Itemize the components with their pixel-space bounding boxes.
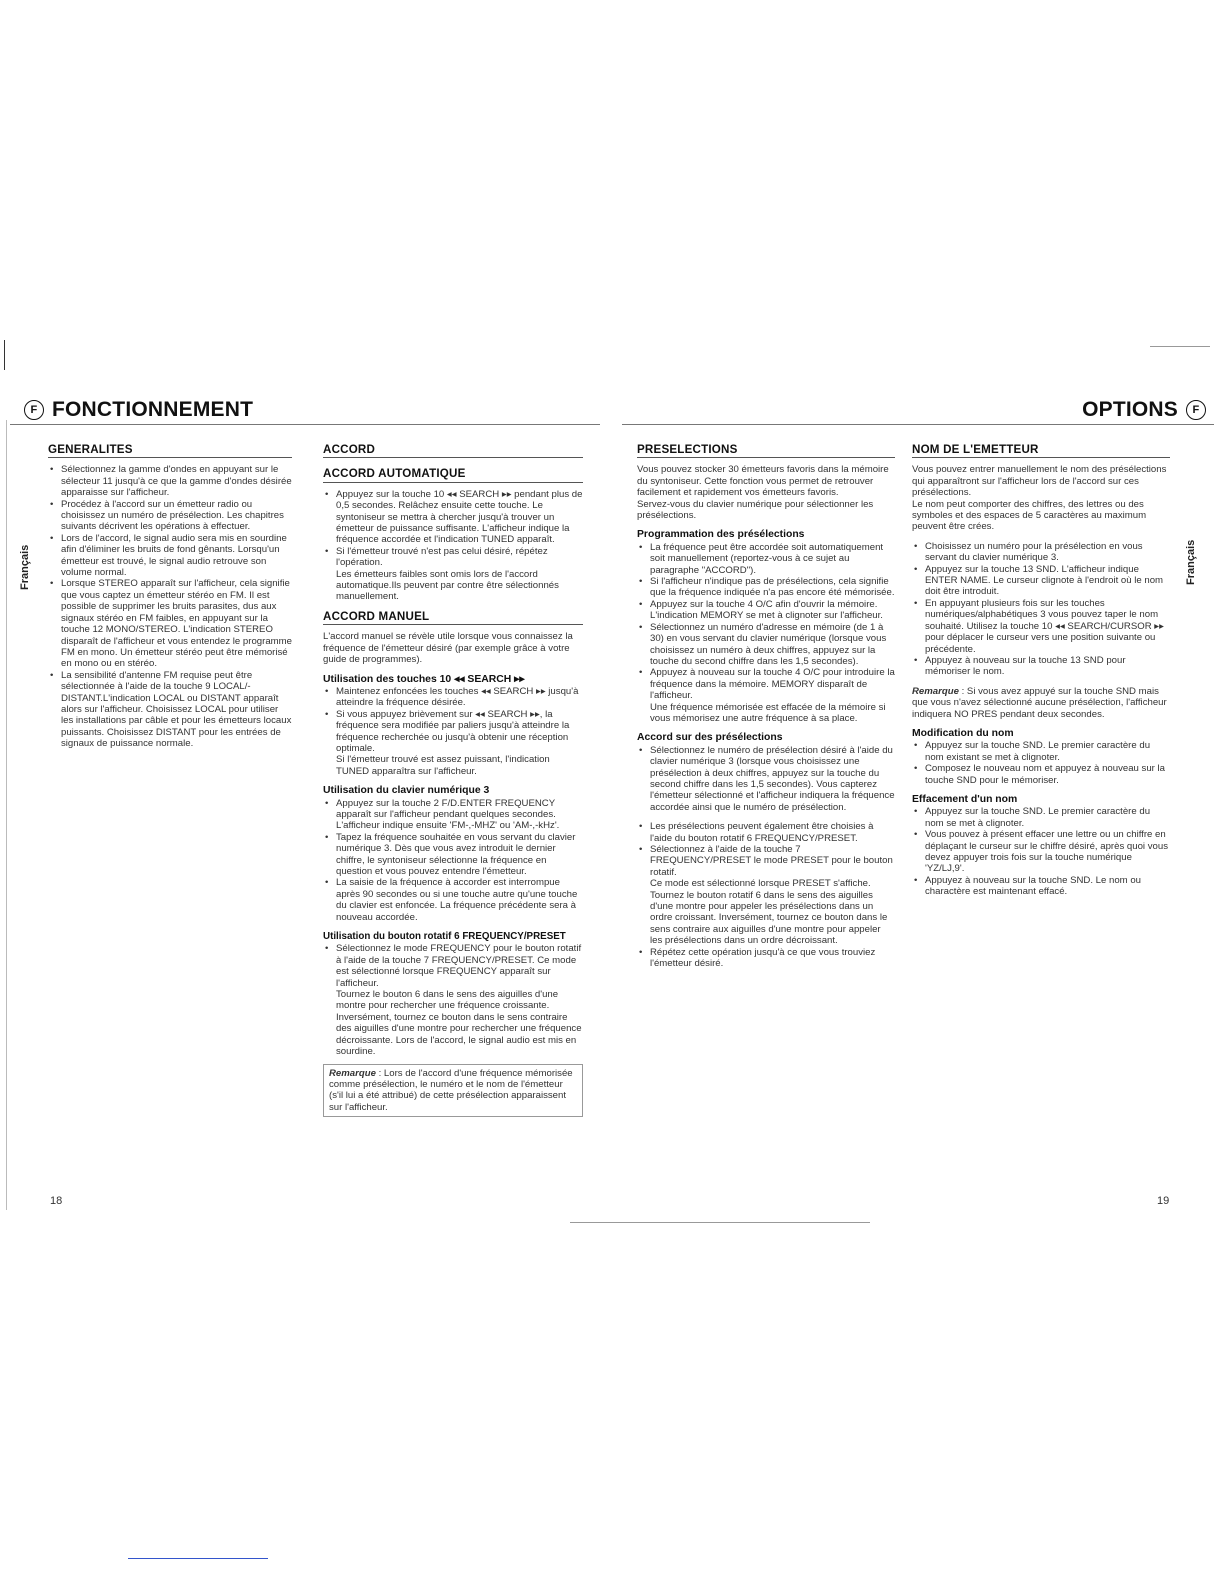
nom-list	[912, 541, 1170, 678]
heading-search: Utilisation des touches 10 ◂◂ SEARCH ▸▸	[323, 673, 525, 685]
column-nom-emetteur	[912, 444, 1170, 898]
programmation-text: Une fréquence mémorisée est effacée de la mémoire si vous mémorisez une autre fréquence à sa place.	[650, 701, 886, 724]
list-item: • Appuyez sur la touche 13 SND. L'afficheur indique ENTER NAME. Le curseur clignote à l'endroit où le nom doit être introduit.	[912, 564, 1170, 598]
list-item: • Maintenez enfoncées les touches ◂◂ SEARCH ▸▸ jusqu'à atteindre la fréquence désirée.	[323, 686, 583, 709]
list-item: • Appuyez à nouveau sur la touche 4 O/C pour introduire la fréquence dans la mémoire. MEMORY disparaît de l'afficheur.	[637, 667, 895, 701]
rotary-text: Tournez le bouton 6 dans le sens des aiguilles d'une montre pour rechercher une fréquence croissante. Inversément, tournez ce bouton dans le sens contraire des aiguilles d'une montre pour rechercher une fréquence décroissante. Lors de l'accord, le signal audio est mis en sourdine.	[336, 989, 582, 1058]
heading-generalites: GENERALITES	[48, 444, 292, 458]
scan-mark-left-edge	[6, 420, 7, 1210]
list-item: • Choisissez un numéro pour la présélection en vous servant du clavier numérique 3.	[912, 541, 1170, 564]
list-item: • Appuyez à nouveau sur la touche SND. Le nom ou charactère est maintenant effacé.	[912, 875, 1170, 898]
list-item: • La fréquence peut être accordée soit automatiquement soit manuellement (reportez-vous à ce sujet au paragraphe "ACCORD").	[637, 542, 895, 576]
language-badge-icon: F	[1186, 400, 1206, 420]
programmation-list	[637, 542, 895, 702]
list-item: • Appuyez sur la touche 4 O/C afin d'ouvrir la mémoire. L'indication MEMORY se met à clignoter sur l'afficheur.	[637, 599, 895, 622]
list-item: • Sélectionnez le mode FREQUENCY pour le bouton rotatif à l'aide de la touche 7 FREQUENCY/PRESET. Ce mode est sélectionné lorsque FREQUENCY apparaît sur l'afficheur.	[323, 943, 583, 989]
generalites-list	[48, 464, 292, 749]
list-item: • Procédez à l'accord sur un émetteur radio ou choisissez un numéro de présélection. Les chapitres suivants décrivent les opérations à effectuer.	[48, 499, 292, 533]
keypad-list	[323, 798, 583, 923]
heading-accord-manuel: ACCORD MANUEL	[323, 611, 583, 625]
header-left	[24, 398, 253, 422]
heading-modification: Modification du nom	[912, 727, 1014, 739]
accord-manual-text: L'accord manuel se révèle utile lorsque vous connaissez la fréquence de l'émetteur désiré (par exemple grâce à votre guide de programmes).	[323, 631, 573, 666]
note-label: Remarque	[329, 1067, 376, 1079]
tune-list-2	[637, 821, 895, 878]
side-tab-right: Français	[1185, 539, 1197, 585]
column-generalites	[48, 444, 292, 750]
scan-mark-bottom	[570, 1222, 870, 1223]
tune-list-1	[637, 745, 895, 813]
heading-accord-automatique: ACCORD AUTOMATIQUE	[323, 468, 583, 482]
list-item: • Si vous appuyez brièvement sur ◂◂ SEARCH ▸▸, la fréquence sera modifiée par paliers jusqu'à atteindre la fréquence recherchée ou jusqu'à obtenir une réception optimale.	[323, 709, 583, 755]
list-item: • Appuyez sur la touche 2 F/D.ENTER FREQUENCY apparaît sur l'afficheur pendant quelques secondes. L'afficheur indique ensuite 'FM-,-MHZ' ou 'AM-,-kHz'.	[323, 798, 583, 832]
rotary-list	[323, 943, 583, 989]
page-number-left: 18	[50, 1195, 63, 1207]
accord-auto-list	[323, 489, 583, 569]
scan-mark-bottom-blue	[128, 1558, 268, 1559]
column-accord	[323, 444, 583, 1117]
list-item: • Si l'afficheur n'indique pas de présélections, cela signifie que la fréquence indiquée n'a pas encore été mémorisée.	[637, 576, 895, 599]
list-item: • Les présélections peuvent également être choisies à l'aide du bouton rotatif 6 FREQUENCY/PRESET.	[637, 821, 895, 844]
page-number-right: 19	[1157, 1195, 1170, 1207]
preselections-intro-1: Vous pouvez stocker 30 émetteurs favoris dans la mémoire du syntoniseur. Cette fonction vous permet de retrouver facilement et rapidement vos émetteurs favoris.	[637, 464, 889, 499]
search-list	[323, 686, 583, 754]
note-label: Remarque	[912, 685, 959, 697]
tune-list-3	[637, 947, 895, 970]
section-title-fonctionnement: FONCTIONNEMENT	[52, 398, 254, 421]
heading-programmation: Programmation des présélections	[637, 529, 805, 541]
tune-text: Ce mode est sélectionné lorsque PRESET s'affiche. Tournez le bouton rotatif 6 dans le sens des aiguilles d'une montre pour appeler les présélections dans un ordre croissant. Inversément, tournez ce bouton dans le sens contraire aux aiguilles d'une montre pour appeler les présélections dans un ordre décroissant.	[650, 878, 888, 947]
list-item: • En appuyant plusieurs fois sur les touches numériques/alphabétiques 3 vous pouvez taper le nom souhaité. Utilisez la touche 10 ◂◂ SEARCH/CURSOR ▸▸ pour déplacer le curseur vers une position suivante ou précédente.	[912, 598, 1170, 655]
header-right	[1082, 398, 1206, 422]
list-item: • Lors de l'accord, le signal audio sera mis en sourdine afin d'éliminer les bruits de fond gênants. Lorsqu'un émetteur est trouvé, le signal audio retrouve son volume normal.	[48, 533, 292, 579]
list-item: • Appuyez sur la touche SND. Le premier caractère du nom existant se met à clignoter.	[912, 740, 1170, 763]
side-tab-left: Français	[19, 544, 31, 590]
preselections-intro-2: Servez-vous du clavier numérique pour sélectionner les présélections.	[637, 498, 874, 522]
nom-intro-1: Vous pouvez entrer manuellement le nom des présélections qui apparaîtront sur l'afficheur lors de l'accord sur ces présélections.	[912, 464, 1167, 499]
heading-accord-presets: Accord sur des présélections	[637, 732, 783, 744]
search-text: Si l'émetteur trouvé est assez puissant, l'indication TUNED apparaîtra sur l'afficheur.	[336, 754, 550, 777]
scan-mark-left	[4, 340, 5, 370]
list-item: • Sélectionnez un numéro d'adresse en mémoire (de 1 à 30) en vous servant du clavier numérique (lorsque vous choisissez un numéro à deux chiffres, appuyez sur la touche du second chiffre dans les 1,5 secondes).	[637, 622, 895, 668]
list-item: • Appuyez sur la touche SND. Le premier caractère du nom se met à clignoter.	[912, 806, 1170, 829]
list-item: • Sélectionnez la gamme d'ondes en appuyant sur le sélecteur 11 jusqu'à ce que la gamme d'ondes désirée apparaisse sur l'afficheur.	[48, 464, 292, 498]
list-item: • Répétez cette opération jusqu'à ce que vous trouviez l'émetteur désiré.	[637, 947, 895, 970]
heading-rotary: Utilisation du bouton rotatif 6 FREQUENCY/PRESET	[323, 931, 566, 943]
list-item: • Sélectionnez le numéro de présélection désiré à l'aide du clavier numérique 3 (lorsque vous choisissez une présélection à deux chiffres, appuyez sur la touche du second chiffre dans les 1,5 secondes). Vous capterez l'émetteur sélectionné et l'afficheur indiquera la fréquence accordée ainsi que le numéro de présélection.	[637, 745, 895, 813]
spacer	[912, 678, 1170, 686]
column-preselections	[637, 444, 895, 969]
note-text: : Lors de l'accord d'une fréquence mémorisée comme présélection, le numéro et le nom de l'émetteur (s'il lui a été attribué) de cette présélection apparaissent sur l'afficheur.	[329, 1067, 573, 1113]
list-item: • La saisie de la fréquence à accorder est interrompue après 90 secondes ou si une touche autre qu'une touche du clavier est enfoncée. La fréquence précédente sera à nouveau accordée.	[323, 877, 583, 923]
heading-effacement: Effacement d'un nom	[912, 793, 1018, 805]
nom-note	[912, 686, 1170, 720]
spacer	[637, 813, 895, 821]
note-text: : Si vous avez appuyé sur la touche SND mais que vous n'avez sélectionné aucune présélection, l'afficheur indiquera NO PRES pendant deux secondes.	[912, 685, 1167, 720]
list-item: • Tapez la fréquence souhaitée en vous servant du clavier numérique 3. Dès que vous avez introduit le dernier chiffre, le syntoniseur sélectionne la fréquence en question et vous pouvez entendre l'émetteur.	[323, 832, 583, 878]
list-item: • Vous pouvez à présent effacer une lettre ou un chiffre en déplaçant le curseur sur le chiffre désiré, après quoi vous devez appuyer trois fois sur la touche numérique 'YZ/LJ,9'.	[912, 829, 1170, 875]
heading-preselections: PRESELECTIONS	[637, 444, 895, 458]
header-rule-left	[10, 424, 600, 425]
section-title-options: OPTIONS	[1082, 398, 1178, 421]
modification-list	[912, 740, 1170, 786]
list-item: • Sélectionnez à l'aide de la touche 7 FREQUENCY/PRESET le mode PRESET pour le bouton rotatif.	[637, 844, 895, 878]
note-box-accord	[323, 1064, 583, 1118]
header-rule-right	[622, 424, 1214, 425]
list-item: • Composez le nouveau nom et appuyez à nouveau sur la touche SND pour le mémoriser.	[912, 763, 1170, 786]
effacement-list	[912, 806, 1170, 897]
scan-mark-top-right	[1150, 346, 1210, 347]
list-item: • Si l'émetteur trouvé n'est pas celui désiré, répétez l'opération.	[323, 546, 583, 569]
heading-keypad: Utilisation du clavier numérique 3	[323, 785, 490, 797]
nom-intro-2: Le nom peut comporter des chiffres, des lettres ou des symboles et des espaces de 5 caractères au maximum peuvent être crées.	[912, 498, 1147, 533]
spacer	[912, 533, 1170, 541]
accord-auto-text: Les émetteurs faibles sont omis lors de l'accord automatique.Ils peuvent par contre être sélectionnés manuellement.	[336, 568, 559, 603]
heading-accord: ACCORD	[323, 444, 583, 458]
list-item: • La sensibilité d'antenne FM requise peut être sélectionnée à l'aide de la touche 9 LOCAL/-DISTANT.L'indication LOCAL ou DISTANT apparaît alors sur l'afficheur. Choisissez LOCAL pour utiliser les installations par câble et pour les émetteurs locaux puissants. Choisissez DISTANT pour les entrées de signaux de puissance normale.	[48, 670, 292, 750]
list-item: • Appuyez sur la touche 10 ◂◂ SEARCH ▸▸ pendant plus de 0,5 secondes. Relâchez ensuite cette touche. Le syntoniseur se mettra à chercher jusqu'à trouver un émetteur de puissance suffisante. L'afficheur indique la fréquence accordée et l'indication TUNED apparaît.	[323, 489, 583, 546]
language-badge-icon: F	[24, 400, 44, 420]
heading-nom-emetteur: NOM DE L'EMETTEUR	[912, 444, 1170, 458]
list-item: • Appuyez à nouveau sur la touche 13 SND pour mémoriser le nom.	[912, 655, 1170, 678]
list-item: • Lorsque STEREO apparaît sur l'afficheur, cela signifie que vous captez un émetteur stéréo en FM. Il est possible de supprimer les bruits parasites, dus aux signaux stéréo en FM faibles, en appuyant sur la touche 12 MONO/STEREO. L'indication STEREO disparaît de l'afficheur et vous entendez le programme FM en mono. Un émetteur stéréo peut être mémorisé en mono ou en stéréo.	[48, 578, 292, 669]
